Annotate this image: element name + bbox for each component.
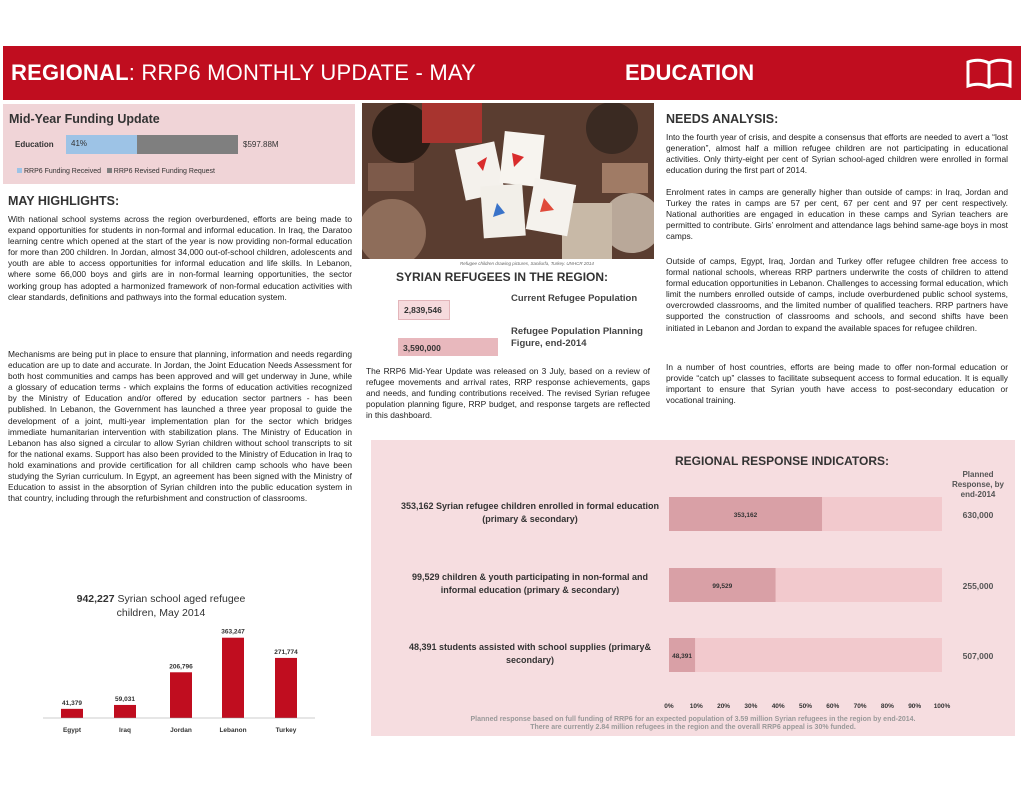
indicator-label: 353,162 Syrian refugee children enrolled in formal education (primary & secondary): [400, 501, 660, 524]
legend-received: RRP6 Funding Received: [23, 168, 101, 175]
indicator-achieved-label: 99,529: [712, 583, 733, 590]
planned-header: Planned Response, by end-2014: [951, 470, 1004, 499]
x-tick-label: 30%: [744, 703, 758, 710]
indicators-title: REGIONAL RESPONSE INDICATORS:: [675, 454, 890, 468]
legend-received-swatch: [17, 168, 22, 173]
school-chart-title-rest: Syrian school aged refugee children, May 2014: [114, 593, 246, 619]
x-tick-label: 70%: [853, 703, 867, 710]
needs-paragraph-4: In a number of host countries, efforts are being made to offer non-formal education or provide “catch up” classes to facilitate subsequent access to formal education. It is equally important to ensure that Syrian youth have access to post-secondary education or vocational training.: [666, 362, 1008, 406]
bar-egypt: [61, 709, 83, 718]
sector-title: EDUCATION: [625, 60, 755, 85]
refugees-body: The RRP6 Mid-Year Update was released on 3 July, based on a review of refugee movements and arrival rates, RRP response achievements, gaps and needs, and funding contributions received. The revised Syrian refugee population planning figure, RRP budget, and response targets are reflected in this dashboard.: [366, 366, 650, 421]
x-tick-label: 20%: [717, 703, 731, 710]
indicators-footnote-2: There are currently 2.84 million refugees in the region and the overall RRP6 appeal is 30% funded.: [530, 724, 856, 731]
needs-paragraph-1: Into the fourth year of crisis, and despite a consensus that efforts are needed to avert a “lost generation”, almost half a million refugee children are not participating in educational activities. Only thirty-eight per cent of Syrian school-aged children were enrolled in formal education during the first part of 2014.: [666, 132, 1008, 176]
current-population-label: Current Refugee Population: [511, 293, 638, 304]
page-title: [11, 60, 476, 86]
highlights-paragraph-1: With national school systems across the region overburdened, efforts are being made to expand opportunities for students in non-formal and informal education. In Iraq, the Daratoo learning centre which opened at the start of the year is now providing non-formal education for more than 200 children. In Jordan, almost 34,000 out-of-school children, adolescents and youth are able to access opportunities for informal education and life skills. In Lebanon, where some 66,000 boys and girls are in non-formal learning opportunities, the sector working group has adopted a harmonized framework of non-formal education activities with clear standards, definitions and pathways into the formal education system.: [8, 214, 352, 302]
refugees-title: SYRIAN REFUGEES IN THE REGION:: [396, 270, 609, 284]
x-tick-label: 0%: [664, 703, 674, 710]
indicator-label: 48,391 students assisted with school supplies (primary& secondary): [408, 642, 652, 665]
title-rest: : RRP6 MONTHLY UPDATE - MAY: [128, 60, 476, 85]
bar-value-label: 271,774: [274, 648, 298, 656]
funding-panel: [3, 104, 355, 184]
x-tick-label: 100%: [933, 703, 951, 710]
highlights-paragraph-2: Mechanisms are being put in place to ensure that planning, information and needs regarding education are up to date and accurate. In Jordan, the Joint Education Needs Assessment for both host communities and camps has been approved and will get underway in June, while a glossary of education terms - which explains the forms of education activities recognized by the Ministry of Education and/or offered by education sector partners - has been published. In Lebanon, the Government has launched a three year proposal to guide the development of a joint, multi-year implementation plan for the sector which bridges immediate humanitarian intervention with stabilization plans. The Ministry of Education in Lebanon has also signed a circular to allow Syrian children without school transcripts to sit for the national exams. Support has also been provided to the Ministry of Education in Iraq to hold examinations and provide certification for all children camp schools who have been studying the Syrian curriculum. In Egypt, an agreement has been signed with the Ministry of Education to assist in the absorption of Syrian children into the public education system in that country, including through the refurbishment and construction of classrooms.: [8, 349, 352, 504]
funding-percent: 41%: [71, 139, 88, 148]
bar-iraq: [114, 705, 136, 718]
x-tick-label: 80%: [880, 703, 894, 710]
bar-lebanon: [222, 638, 244, 718]
school-aged-chart: [3, 588, 321, 744]
indicators-panel: [371, 440, 1015, 736]
indicator-planned-label: 630,000: [962, 510, 994, 520]
bar-category-label: Iraq: [119, 727, 131, 734]
needs-paragraph-2: Enrolment rates in camps are generally higher than outside of camps: in Iraq, Jordan and Turkey the rates in camps are 57 per cent, 67 per cent and 97 per cent respectively. National authorities are engaged in education in these camps and Syrian teachers are permitted to contribute. Girls’ enrolment and attendance lags behind same-age boys in most camps.: [666, 187, 1008, 242]
indicator-planned-label: 255,000: [962, 581, 994, 591]
header-banner: [3, 46, 1021, 100]
indicators-footnote-1: Planned response based on full funding of RRP6 for an expected population of 3.59 million Syrian refugees in the region by end-2014.: [470, 716, 916, 723]
funding-request-bar: [66, 135, 238, 154]
x-tick-label: 90%: [908, 703, 922, 710]
refugee-children-photo: [362, 103, 654, 259]
school-chart-svg: [3, 588, 321, 744]
funding-amount: $597.88M: [243, 140, 279, 149]
book-icon: [965, 57, 1013, 89]
bar-value-label: 41,379: [62, 699, 82, 707]
legend-request-swatch: [107, 168, 112, 173]
planning-figure-box: [398, 338, 498, 356]
planning-figure-label: Refugee Population Planning Figure, end-2014: [511, 326, 643, 349]
bar-category-label: Turkey: [275, 727, 297, 734]
bar-category-label: Jordan: [170, 727, 192, 734]
funding-row-label: Education: [15, 140, 54, 149]
planning-figure-value: 3,590,000: [403, 343, 441, 353]
funding-title: Mid-Year Funding Update: [9, 112, 160, 126]
school-chart-title-bold: 942,227: [76, 593, 115, 605]
highlights-title: MAY HIGHLIGHTS:: [8, 194, 120, 208]
indicator-planned-label: 507,000: [962, 651, 994, 661]
photo-caption: Refugee children drawing pictures, Sanliurfa, Turkey. UNHCR 2014: [460, 261, 594, 266]
current-population-value: 2,839,546: [404, 305, 442, 315]
bar-category-label: Egypt: [62, 727, 82, 734]
x-tick-label: 10%: [689, 703, 703, 710]
bar-value-label: 206,796: [169, 663, 193, 671]
current-population-box: [398, 300, 450, 320]
legend-request: RRP6 Revised Funding Request: [113, 168, 215, 175]
indicator-label: 99,529 children & youth participating in non-formal and informal education (primary & secondary): [411, 572, 649, 595]
x-tick-label: 60%: [826, 703, 840, 710]
x-tick-label: 50%: [798, 703, 813, 710]
title-bold: REGIONAL: [11, 60, 129, 85]
funding-legend: [17, 168, 215, 175]
funding-received-bar: [66, 135, 137, 154]
bar-value-label: 363,247: [221, 628, 245, 636]
indicator-achieved-label: 48,391: [672, 653, 692, 660]
bar-turkey: [275, 658, 297, 718]
indicator-achieved-label: 353,162: [733, 512, 758, 519]
needs-title: NEEDS ANALYSIS:: [666, 112, 779, 126]
bar-value-label: 59,031: [115, 695, 135, 703]
needs-paragraph-3: Outside of camps, Egypt, Iraq, Jordan and Turkey offer refugee children free access to formal national schools, whereas RRP partners underwrite the costs of children to attend formal education opportunities in Lebanon. Challenges to accessing formal education, which limit the numbers enrolled outside of camps, include overburdened public school systems, overcrowded classrooms, and the limited number of qualified teachers. RRP partners have supported the construction of classrooms and schools, and second shifts have been initiated in Lebanon and Jordan to expand the available spaces for refugee children.: [666, 256, 1008, 333]
indicator-planned-bar: [669, 638, 942, 672]
bar-jordan: [170, 672, 192, 718]
x-tick-label: 40%: [771, 703, 785, 710]
bar-category-label: Lebanon: [219, 727, 247, 734]
